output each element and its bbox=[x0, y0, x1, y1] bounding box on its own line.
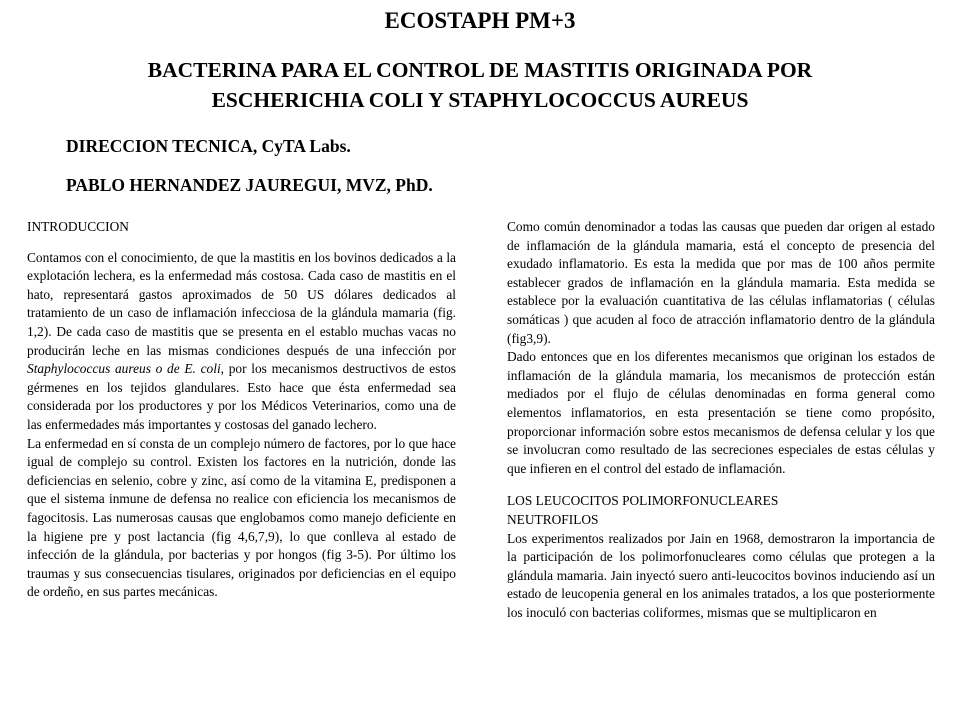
section-heading-leucocitos-line-2: NEUTROFILOS bbox=[507, 511, 599, 527]
right-paragraph-3: Los experimentos realizados por Jain en 1968, demostraron la importancia de la participación de los polimorfonucleares como células que protegen a la glándula mamaria. Jain inyectó suero anti-leucocitos bovinos induciendo así un estado de leucopenia general en los animales tratados, a los que posteriormente los inoculó con bacterias coliformes, mismas que se multiplicaron en bbox=[507, 530, 935, 620]
right-column bbox=[507, 218, 935, 622]
document-title: ECOSTAPH PM+3 bbox=[384, 8, 576, 33]
left-column bbox=[27, 218, 456, 602]
technical-direction: DIRECCION TECNICA, CyTA Labs. bbox=[66, 136, 351, 156]
intro-paragraph-1 bbox=[27, 249, 456, 435]
section-heading-leucocitos bbox=[507, 492, 935, 529]
right-paragraph-2: Dado entonces que en los diferentes mecanismos que originan los estados de inflamación de la glándula mamaria, los mecanismos de protección están mediados por el flujo de células denominadas en forma general como elementos inflamatorios, en esta presentación se tiene como propósito, proporcionar información sobre estos mecanismos de defensa celular y los que se involucran como resultado de las secreciones especiales de estas células y que infieren en el control del estado de inflamación. bbox=[507, 349, 935, 476]
intro-paragraph-2: La enfermedad en sí consta de un complejo número de factores, por lo que hace igual de complejo su control. Existen los factores en la nutrición, donde las deficiencias en selenio, cobre y zinc, así como de la vitamina E, predisponen a que el sistema inmune de defensa no realice con eficiencia los mecanismos de fagocitosis. Las numerosas causas que englobamos como manejo deficiente en la higiene pre y post lactancia (fig 4,6,7,9), lo que conlleva al estado de infección de la glándula, por bacterias y por hongos (fig 3-5). Por último los traumas y sus consecuencias tisulares, originados por deficiencias en el equipo de ordeño, en sus partes mecánicas. bbox=[27, 435, 456, 600]
subtitle-line-1: BACTERINA PARA EL CONTROL DE MASTITIS ORIGINADA POR bbox=[147, 58, 813, 82]
intro-paragraph-1-text-a: Contamos con el conocimiento, de que la mastitis en los bovinos dedicados a la explotación lechera, es la enfermedad más costosa. Cada caso de mastitis en el hato, representará gastos aproximados de 50 US dólares dedicados al tratamiento de un caso de inflamación infecciosa de la glándula mamaria (fig. 1,2). De cada caso de mastitis que se presenta en el establo muchas vacas no producirán leche en las mismas condiciones después de una infección por bbox=[27, 249, 456, 358]
subtitle-line-2: ESCHERICHIA COLI Y STAPHYLOCOCCUS AUREUS bbox=[211, 88, 749, 112]
author-name: PABLO HERNANDEZ JAUREGUI, MVZ, PhD. bbox=[66, 175, 433, 195]
section-heading-introduccion: INTRODUCCION bbox=[27, 219, 129, 234]
document-subtitle bbox=[60, 55, 900, 115]
right-paragraph-1: Como común denominador a todas las causas que pueden dar origen al estado de inflamación de la glándula mamaria, está el concepto de presencia del exudado inflamatorio. Es esta la medida que por mas de 100 años permite establecer grados de inflamación en la glándula mamaria. Esta medida se establece por la evaluación cuantitativa de las células inflamatorias ( células somáticas ) que acuden al foco de atracción inflamatorio dentro de la glándula (fig3,9). bbox=[507, 219, 935, 346]
intro-paragraph-1-text-b: , por los mecanismos destructivos de estos gérmenes en los tejidos glandulares. Esto hace que ésta enfermedad sea considerada por los productores y por los Médicos Veterinarios, como una de las enfermedades más importantes y costosas del ganado lechero. bbox=[27, 361, 456, 432]
bacteria-names-italic: Staphylococcus aureus o de E. coli bbox=[27, 361, 221, 377]
section-heading-leucocitos-line-1: LOS LEUCOCITOS POLIMORFONUCLEARES bbox=[507, 493, 779, 509]
